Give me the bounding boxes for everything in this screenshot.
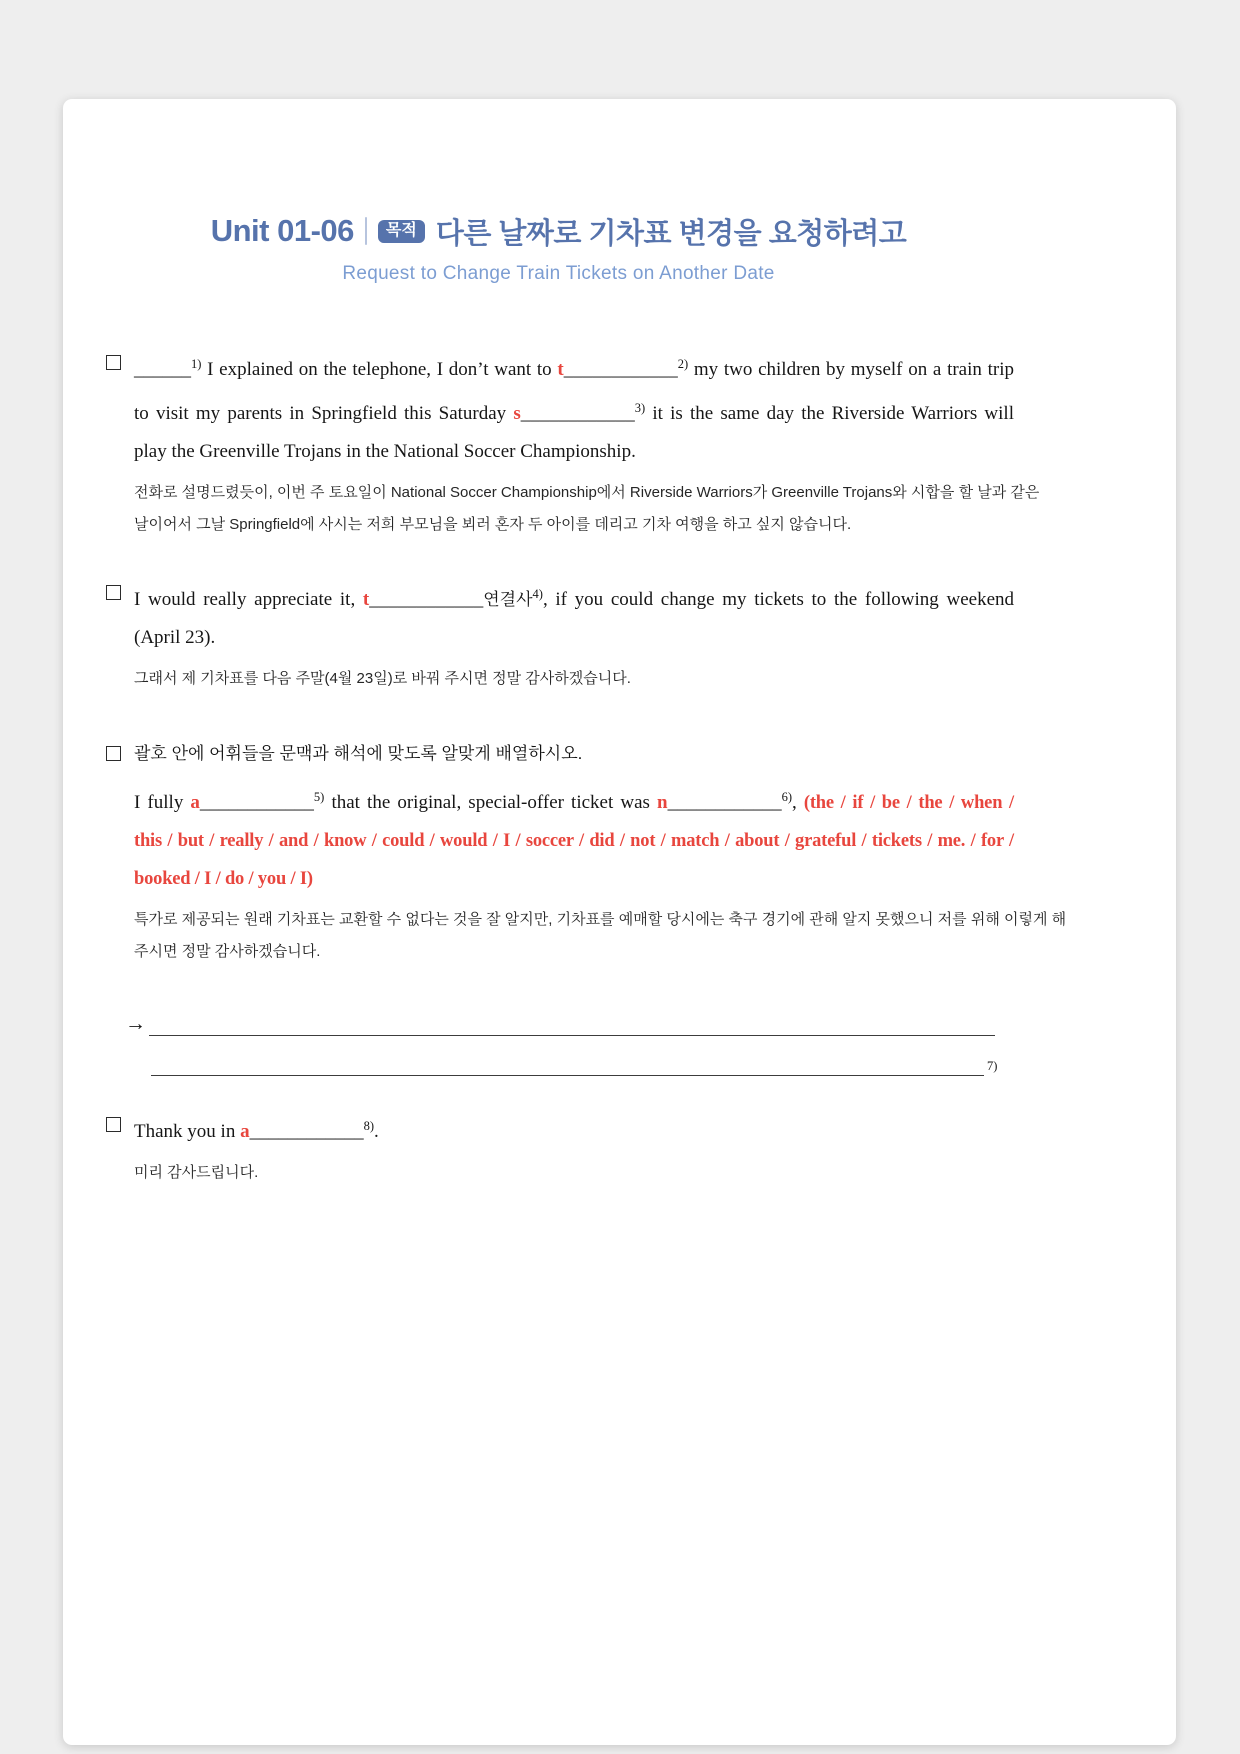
answer-blank-line — [149, 1034, 995, 1036]
word-bank: (the / if / be / the / when / — [803, 793, 1014, 813]
korean-line: 날이어서 그날 Springfield에 사시는 저희 부모님을 뵈러 혼자 두 아이를 데리고 기차 여행을 하고 싶지 않습니다. — [134, 516, 852, 533]
answer-area — [125, 1004, 1005, 1076]
blank: ______ — [134, 359, 191, 380]
answer-row — [151, 1044, 1005, 1076]
text-run: it is the same day the Riverside Warriors will — [645, 403, 1014, 424]
text-line — [134, 575, 1014, 619]
text-run: I explained on the telephone, I don’t want to — [201, 359, 558, 380]
blank: ____________ — [199, 792, 314, 813]
text-run: . — [374, 1121, 379, 1142]
unit-label: Unit 01-06 — [210, 213, 354, 248]
word-bank-line: booked / I / do / you / I) — [134, 869, 313, 889]
korean-translation — [134, 1157, 1014, 1189]
text-line — [134, 433, 1014, 471]
text-run: to visit my parents in Springfield this Saturday — [134, 403, 514, 424]
text-line — [134, 778, 1014, 822]
korean-hint: 연결사 — [483, 590, 533, 609]
text-line — [134, 345, 1014, 389]
text-run: I fully — [134, 792, 191, 813]
instruction-korean: 괄호 안에 어휘들을 문맥과 해석에 맞도록 알맞게 배열하시오. — [134, 744, 583, 763]
text-run: (April 23). — [134, 627, 216, 648]
text-run: Thank you in — [134, 1121, 241, 1142]
superscript-number: 5) — [313, 790, 325, 804]
korean-line: 특가로 제공되는 원래 기차표는 교환할 수 없다는 것을 잘 알지만, 기차표를 예매할 당시에는 축구 경기에 관해 알지 못했으니 저를 위해 이렇게 해 — [134, 911, 1067, 928]
korean-translation — [134, 477, 1040, 541]
text-line — [134, 389, 1014, 433]
korean-translation — [134, 663, 1014, 695]
checkbox-bullet — [106, 746, 121, 761]
superscript-number: 2) — [677, 357, 689, 371]
checkbox-bullet — [106, 1117, 121, 1132]
section-3 — [106, 739, 1067, 968]
blank: ____________ — [520, 403, 635, 424]
korean-translation — [134, 904, 1067, 968]
korean-line: 전화로 설명드렸듯이, 이번 주 토요일이 National Soccer Championship에서 Riverside Warriors가 Greenville Trojans와 시합을 할 날과 같은 — [134, 484, 1040, 501]
section-2 — [106, 575, 1014, 695]
arrow-icon: → — [125, 1011, 146, 1035]
text-run: that the original, special-offer ticket was — [324, 792, 658, 813]
page-content — [106, 99, 1067, 1745]
word-bank-line: this / but / really / and / know / could / would / I / soccer / did / not / match / about / grateful / tickets / me. / for / — [134, 831, 1014, 851]
korean-line: 미리 감사드립니다. — [134, 1164, 259, 1181]
superscript-number: 6) — [781, 790, 793, 804]
checkbox-bullet — [106, 585, 121, 600]
answer-letter: n — [657, 792, 668, 813]
superscript-number: 8) — [363, 1119, 374, 1133]
korean-line: 그래서 제 기차표를 다음 주말(4월 23일)로 바꿔 주시면 정말 감사하겠습니다. — [134, 670, 631, 687]
text-run: , — [792, 792, 804, 813]
blank: ____________ — [369, 589, 484, 610]
page-title — [106, 211, 1011, 251]
blank: ____________ — [249, 1121, 364, 1142]
checkbox-bullet — [106, 355, 121, 370]
superscript-number: 4) — [532, 587, 543, 601]
superscript-number: 7) — [987, 1059, 998, 1073]
answer-letter: a — [190, 792, 200, 813]
answer-letter: a — [240, 1121, 250, 1142]
text-run: , if you could change my tickets to the following weekend — [542, 589, 1015, 610]
answer-letter: t — [362, 589, 370, 610]
answer-letter: s — [513, 403, 521, 424]
page-subtitle: Request to Change Train Tickets on Another Date — [342, 263, 775, 284]
text-line — [134, 619, 1014, 657]
title-korean: 다른 날짜로 기차표 변경을 요청하려고 — [435, 217, 907, 250]
purpose-badge: 목적 — [378, 220, 425, 243]
superscript-number: 1) — [191, 357, 202, 371]
blank: ____________ — [667, 792, 782, 813]
section-4 — [106, 1107, 1014, 1189]
text-run: my two children by myself on a train trip — [688, 359, 1014, 380]
text-run: play the Greenville Trojans in the National Soccer Championship. — [134, 441, 636, 462]
superscript-number: 3) — [634, 401, 646, 415]
answer-row — [125, 1004, 1005, 1036]
title-separator — [365, 217, 367, 245]
text-line — [134, 1107, 1014, 1151]
korean-line: 주시면 정말 감사하겠습니다. — [134, 943, 321, 960]
answer-letter: t — [557, 359, 564, 380]
worksheet-page — [63, 99, 1176, 1745]
text-run: I would really appreciate it, — [134, 589, 363, 610]
answer-blank-line — [151, 1074, 984, 1076]
blank: ____________ — [563, 359, 678, 380]
section-1 — [106, 345, 1040, 541]
